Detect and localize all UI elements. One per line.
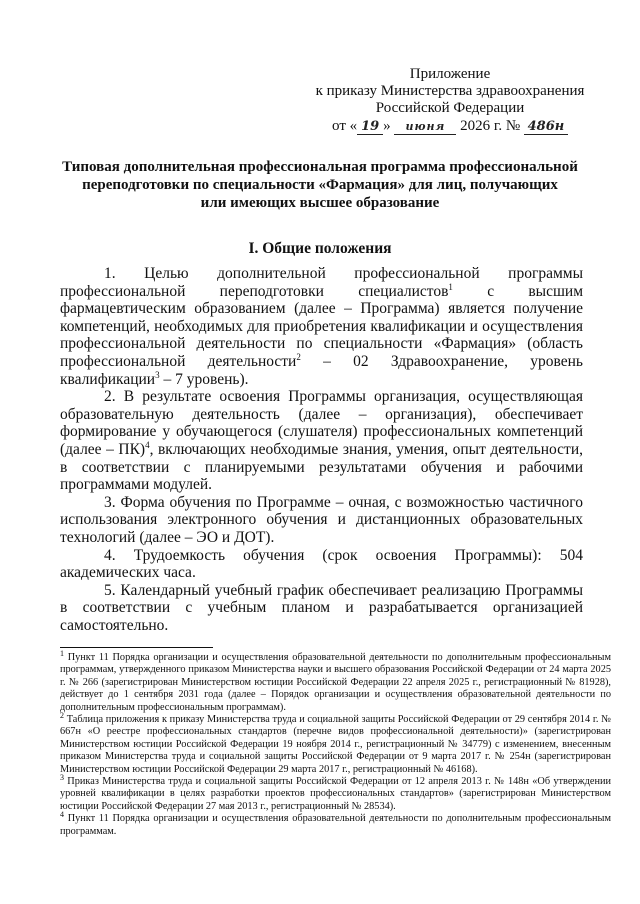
title-line-3: или имеющих высшее образование (200, 195, 440, 211)
footnote-mark-2: 2 (60, 711, 64, 721)
handwritten-month: июня (394, 120, 456, 135)
section-heading: I. Общие положения (248, 240, 392, 257)
paragraph-1 (60, 265, 583, 388)
p1-text-c: – 02 Здравоохранение, уровень квалификации (60, 352, 584, 388)
footnote-ref-2: 2 (296, 351, 301, 362)
handwritten-day: 19 (357, 120, 383, 135)
footnote-2 (60, 711, 611, 776)
paragraph-4: 4. Трудоемкость обучения (срок освоения Программы): 504 академических часа. (60, 546, 583, 582)
body-text (60, 265, 583, 634)
p1-text-b: с высшим фармацевтическим образованием (далее – Программа) является получение компетенций, необходимых для приобретения квалификации и осуществления профессиональной деятельности по специальности «Фармация» (область профессиональной деятельности (60, 282, 583, 370)
document-title (60, 158, 580, 212)
footnote-ref-4: 4 (145, 439, 150, 450)
footnote-3-text: Приказ Министерства труда и социальной защиты Российской Федерации от 12 апреля 2013 г. № 148н «Об утверждении уровней квалификации в целях разработки проектов профессиональных стандартов» (зарегистрирован Министерством юстиции Российской Федерации 27 мая 2013 г., регистрационный № 28534). (60, 776, 611, 812)
footnote-2-text: Таблица приложения к приказу Министерства труда и социальной защиты Российской Федерации от 29 сентября 2014 г. № 667н «О реестре профессиональных стандартов (перечне видов профессиональной деятельности)» (зарегистрирован Министерством юстиции Российской Федерации 19 ноября 2014 г., регистрационный № 34779) с изменением, внесенным приказом Министерства труда и социальной защиты Российской Федерации от 9 марта 2017 г. № 254н (зарегистрирован Министерством юстиции Российской Федерации 29 марта 2017 г., регистрационный № 46168). (60, 714, 611, 775)
footnote-ref-3: 3 (155, 369, 160, 380)
footnote-3 (60, 773, 611, 813)
footnote-4 (60, 810, 611, 838)
paragraph-2 (60, 388, 583, 494)
handwritten-order-number: 486н (524, 120, 568, 135)
footnote-mark-1: 1 (60, 649, 64, 658)
date-year: 2026 г. № (460, 118, 521, 134)
footnote-separator (60, 647, 213, 648)
p2-text-a: 2. В результате освоения Программы организация, осуществляющая образовательную деятельность (далее – организация), обеспечивает формирование у обучающегося (слушателя) профессиональных компетенций (далее – ПК) (60, 388, 583, 458)
approval-label: Приложение (409, 66, 491, 82)
title-line-2: переподготовки по специальности «Фармация» для лиц, получающих (82, 177, 558, 193)
date-prefix: от « (332, 118, 358, 134)
footnotes (60, 649, 611, 838)
footnote-1 (60, 649, 611, 714)
approval-ministry: к приказу Министерства здравоохранения (315, 83, 585, 99)
footnote-1-text: Пункт 11 Порядка организации и осуществления образовательной деятельности по дополнительным профессиональным программам, утвержденного приказом Министерства науки и высшего образования Российской Федерации от 24 марта 2025 г. № 266 (зарегистрирован Министерством юстиции Российской Федерации 22 апреля 2025 г., регистрационный № 81928), действует до 1 сентября 2031 года (далее – Порядок организации и осуществления образовательной деятельности по дополнительным профессиональным программам). (60, 652, 611, 713)
p1-text-d: – 7 уровень). (159, 370, 249, 388)
approval-country: Российской Федерации (375, 100, 525, 116)
paragraph-3: 3. Форма обучения по Программе – очная, с возможностью частичного использования электронного обучения и дистанционных образовательных технологий (далее – ЭО и ДОТ). (60, 493, 583, 546)
approval-date-line (300, 118, 600, 135)
footnote-4-text: Пункт 11 Порядка организации и осуществления образовательной деятельности по дополнительным профессиональным программам. (60, 813, 611, 837)
title-line-1: Типовая дополнительная профессиональная программа профессиональной (62, 159, 578, 175)
date-mid: » (383, 118, 391, 134)
footnote-ref-1: 1 (448, 281, 453, 292)
paragraph-5: 5. Календарный учебный график обеспечивает реализацию Программы в соответствии с учебным планом и разрабатывается организацией самостоятельно. (60, 581, 583, 634)
footnote-mark-4: 4 (60, 810, 64, 820)
p2-text-b: , включающих необходимые знания, умения, опыт деятельности, в соответствии с планируемыми результатами обучения и рабочими программами модулей. (60, 440, 583, 494)
p1-text-a: 1. Целью дополнительной профессиональной программы профессиональной переподготовки специалистов (60, 265, 583, 300)
approval-block (300, 66, 600, 135)
footnote-mark-3: 3 (60, 773, 64, 783)
